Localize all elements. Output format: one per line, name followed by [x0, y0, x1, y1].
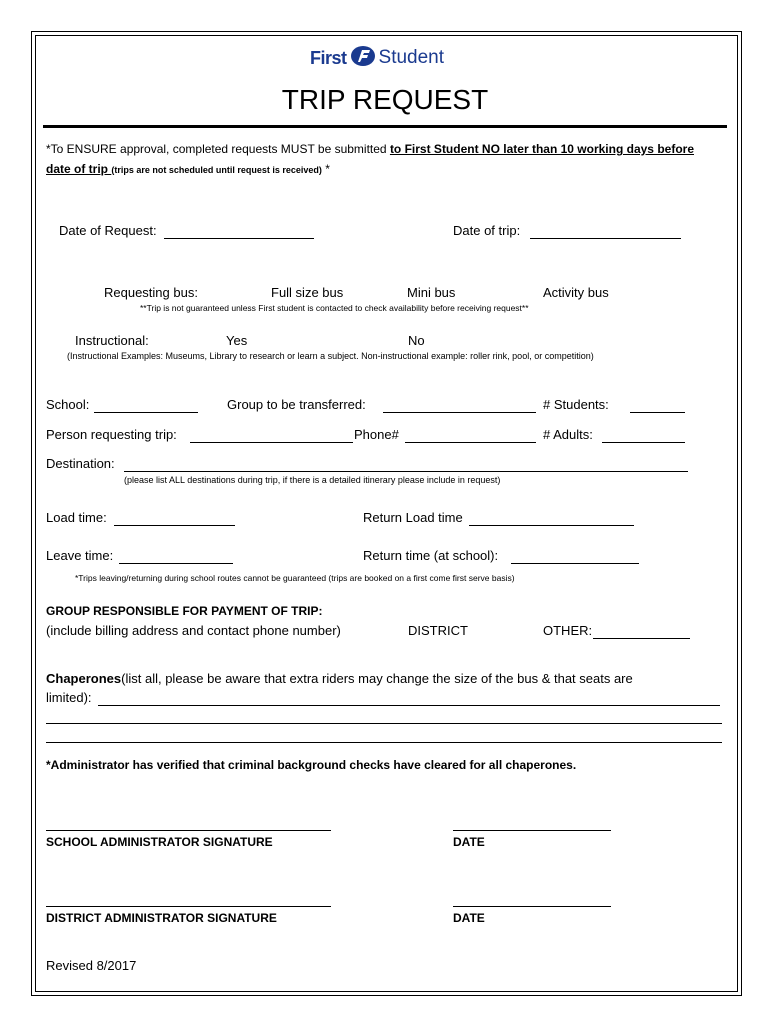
date1-field[interactable] — [453, 830, 611, 831]
school-field[interactable] — [94, 412, 198, 413]
date-of-trip-field[interactable] — [530, 238, 681, 239]
chaperones-label-2: limited): — [46, 690, 92, 705]
title-rule — [43, 125, 727, 128]
page-title: TRIP REQUEST — [281, 84, 489, 115]
destination-field[interactable] — [124, 471, 688, 472]
date-of-request-field[interactable] — [164, 238, 314, 239]
activity-bus-option[interactable]: Activity bus — [543, 285, 609, 300]
other-field[interactable] — [593, 638, 690, 639]
instructional-no-option[interactable]: No — [408, 333, 425, 348]
load-time-field[interactable] — [114, 525, 235, 526]
full-size-bus-option[interactable]: Full size bus — [271, 285, 344, 300]
school-label: School: — [46, 397, 90, 412]
phone-label: Phone# — [354, 427, 399, 442]
notice-deadline-part2: date of trip — [46, 162, 112, 176]
destination-note: (please list ALL destinations during trip, if there is a detailed itinerary please include in request) — [124, 475, 501, 485]
students-label: # Students: — [543, 397, 609, 412]
return-time-label: Return time (at school): — [363, 548, 499, 563]
adults-field[interactable] — [602, 442, 685, 443]
person-requesting-field[interactable] — [190, 442, 353, 443]
return-time-field[interactable] — [511, 563, 639, 564]
notice-deadline-part1: to First Student NO later than 10 working days before — [389, 142, 694, 156]
instructional-label: Instructional: — [75, 333, 149, 348]
date2-field[interactable] — [453, 906, 611, 907]
payment-sub: (include billing address and contact phone number) — [46, 623, 341, 638]
chaperones-field-1[interactable] — [98, 705, 720, 706]
notice-line-2: date of trip (trips are not scheduled until request is received) * — [46, 162, 330, 176]
leave-time-label: Leave time: — [46, 548, 114, 563]
phone-field[interactable] — [405, 442, 536, 443]
revised-date: Revised 8/2017 — [46, 958, 137, 973]
date-of-trip-label: Date of trip: — [453, 223, 521, 238]
times-note: *Trips leaving/returning during school routes cannot be guaranteed (trips are booked on a first come first serve basis) — [75, 573, 515, 583]
leave-time-field[interactable] — [119, 563, 233, 564]
person-requesting-label: Person requesting trip: — [46, 427, 177, 442]
adults-label: # Adults: — [543, 427, 593, 442]
logo-first-text: First — [310, 47, 347, 68]
date-of-request-label: Date of Request: — [59, 223, 157, 238]
logo-swoosh-icon — [350, 45, 376, 72]
group-field[interactable] — [383, 412, 536, 413]
requesting-bus-label: Requesting bus: — [104, 285, 198, 300]
chaperones-label: Chaperones(list all, please be aware that extra riders may change the size of the bus & that seats are — [46, 671, 633, 686]
trip-availability-note: **Trip is not guaranteed unless First student is contacted to check availability before receiving request** — [140, 303, 529, 313]
return-load-time-label: Return Load time — [363, 510, 463, 525]
payment-heading: GROUP RESPONSIBLE FOR PAYMENT OF TRIP: — [46, 604, 323, 618]
district-option[interactable]: DISTRICT — [408, 623, 468, 638]
date1-label: DATE — [453, 835, 485, 849]
destination-label: Destination: — [46, 456, 115, 471]
students-field[interactable] — [630, 412, 685, 413]
instructional-yes-option[interactable]: Yes — [226, 333, 248, 348]
mini-bus-option[interactable]: Mini bus — [407, 285, 456, 300]
first-student-logo — [310, 45, 444, 71]
return-load-time-field[interactable] — [469, 525, 634, 526]
notice-line-1: *To ENSURE approval, completed requests MUST be submitted to First Student NO later than 10 working days before — [46, 142, 694, 156]
school-admin-signature-field[interactable] — [46, 830, 331, 831]
load-time-label: Load time: — [46, 510, 107, 525]
date2-label: DATE — [453, 911, 485, 925]
logo-student-text: Student — [378, 47, 445, 68]
chaperones-field-3[interactable] — [46, 742, 722, 743]
chaperones-field-2[interactable] — [46, 723, 722, 724]
other-label: OTHER: — [543, 623, 593, 638]
district-admin-signature-field[interactable] — [46, 906, 331, 907]
instructional-examples-note: (Instructional Examples: Museums, Library to research or learn a subject. Non-instructional example: roller rink, pool, or competition) — [67, 351, 594, 361]
school-admin-signature-label: SCHOOL ADMINISTRATOR SIGNATURE — [46, 835, 273, 849]
admin-verification-note: *Administrator has verified that criminal background checks have cleared for all chaperones. — [46, 758, 577, 772]
district-admin-signature-label: DISTRICT ADMINISTRATOR SIGNATURE — [46, 911, 277, 925]
group-label: Group to be transferred: — [227, 397, 366, 412]
